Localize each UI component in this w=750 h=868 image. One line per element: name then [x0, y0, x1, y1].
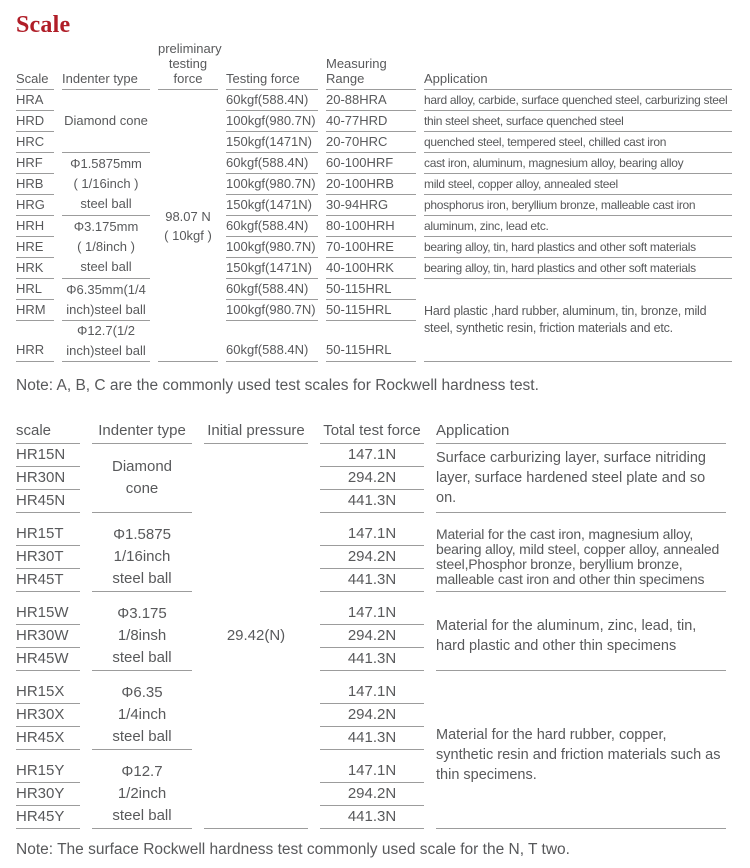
t1-testing-force-cell: 60kgf(588.4N) — [226, 321, 318, 362]
t2-gap-cell — [16, 592, 80, 602]
t1-application-cell: aluminum, zinc, lead etc. — [424, 216, 732, 237]
t1-application-cell: cast iron, aluminum, magnesium alloy, bearing alloy — [424, 153, 732, 174]
t2-total-test-force-cell: 294.2N — [320, 467, 424, 490]
t1-application-cell: thin steel sheet, surface quenched steel — [424, 111, 732, 132]
t1-header-measuring-range: Measuring Range — [326, 41, 416, 90]
t1-header-indenter-type: Indenter type — [62, 41, 150, 90]
surface-rockwell-table-body — [16, 444, 726, 829]
t1-scale-cell: HRB — [16, 174, 54, 195]
t1-header-scale: Scale — [16, 41, 54, 90]
t2-indenter-cell — [92, 760, 192, 829]
t1-row — [16, 153, 732, 174]
t2-total-test-force-cell: 147.1N — [320, 444, 424, 467]
t1-application-cell: quenched steel, tempered steel, chilled cast iron — [424, 132, 732, 153]
t2-header-scale: scale — [16, 411, 80, 444]
t2-scale-cell: HR30W — [16, 625, 80, 648]
t1-application-cell: hard alloy, carbide, surface quenched steel, carburizing steel — [424, 90, 732, 111]
t2-total-test-force-cell: 441.3N — [320, 727, 424, 750]
t1-header-preliminary-line2: testing force — [168, 56, 208, 86]
t2-scale-cell: HR45T — [16, 569, 80, 592]
t2-total-test-force-cell: 294.2N — [320, 783, 424, 806]
t2-total-test-force-cell: 294.2N — [320, 546, 424, 569]
t1-application-cell: Hard plastic ,hard rubber, aluminum, tin, bronze, mild steel, synthetic resin, friction materials and etc. — [424, 279, 732, 362]
t2-application-cell — [436, 444, 726, 513]
t1-scale-cell: HRA — [16, 90, 54, 111]
t2-indenter-line: Φ3.175 — [117, 605, 167, 622]
t1-header-application: Application — [424, 41, 732, 90]
t1-indenter-line: Φ3.175mm — [73, 219, 139, 234]
t1-measuring-range-cell: 80-100HRH — [326, 216, 416, 237]
t2-scale-cell: HR45N — [16, 490, 80, 513]
t2-total-test-force-cell: 294.2N — [320, 704, 424, 727]
t2-row — [16, 681, 726, 704]
t1-measuring-range-cell: 40-77HRD — [326, 111, 416, 132]
t1-indenter-cell — [62, 279, 150, 321]
t1-testing-force-cell: 150kgf(1471N) — [226, 195, 318, 216]
t1-measuring-range-cell: 50-115HRL — [326, 300, 416, 321]
t1-scale-cell: HRL — [16, 279, 54, 300]
t1-testing-force-cell: 60kgf(588.4N) — [226, 279, 318, 300]
t1-measuring-range-cell: 40-100HRK — [326, 258, 416, 279]
t2-header-row — [16, 411, 726, 444]
t2-indenter-line: steel ball — [112, 728, 172, 745]
page-title: Scale — [16, 12, 71, 38]
t2-indenter-cell — [92, 444, 192, 513]
t2-gap-cell — [16, 671, 80, 681]
t2-row — [16, 602, 726, 625]
t2-initial-pressure-cell: 29.42(N) — [204, 444, 308, 829]
t1-scale-cell: HRH — [16, 216, 54, 237]
t1-scale-cell: HRK — [16, 258, 54, 279]
t2-application-text: Surface carburizing layer, surface nitriding layer, surface hardened steel plate and so on. — [436, 450, 706, 506]
t1-scale-cell: HRD — [16, 111, 54, 132]
t1-indenter-line: inch)steel ball — [66, 301, 146, 317]
t2-row — [16, 444, 726, 467]
t2-gap-row — [16, 592, 726, 602]
t2-scale-cell: HR15T — [16, 523, 80, 546]
t1-indenter-cell — [62, 153, 150, 216]
rockwell-scale-table — [8, 41, 740, 362]
t1-scale-cell: HRC — [16, 132, 54, 153]
t1-preliminary-force-line: 98.07 N — [165, 208, 211, 224]
t1-indenter-line: ( 1/16inch ) — [73, 176, 139, 191]
t1-indenter-cell — [62, 321, 150, 362]
t2-indenter-line: steel ball — [112, 649, 172, 666]
t2-total-test-force-cell: 147.1N — [320, 681, 424, 704]
t1-application-cell: bearing alloy, tin, hard plastics and other soft materials — [424, 258, 732, 279]
t1-header-testing-force: Testing force — [226, 41, 318, 90]
t1-indenter-line: steel ball — [80, 259, 132, 274]
t2-gap-cell — [16, 750, 80, 760]
t2-gap-row — [16, 671, 726, 681]
t2-scale-cell: HR15X — [16, 681, 80, 704]
t1-scale-cell: HRF — [16, 153, 54, 174]
t2-total-test-force-cell: 441.3N — [320, 569, 424, 592]
t2-scale-cell: HR30N — [16, 467, 80, 490]
t2-indenter-line: Φ12.7 — [121, 763, 163, 780]
t1-header-row — [16, 41, 732, 90]
t2-total-test-force-cell: 441.3N — [320, 806, 424, 829]
t2-scale-cell: HR30T — [16, 546, 80, 569]
t1-testing-force-cell: 100kgf(980.7N) — [226, 174, 318, 195]
t1-indenter-cell — [62, 216, 150, 279]
t2-gap-cell — [16, 513, 80, 523]
t1-header-preliminary-line1: preliminary — [158, 41, 222, 56]
t1-indenter-line: ( 1/8inch ) — [77, 239, 135, 254]
t1-testing-force-cell: 100kgf(980.7N) — [226, 111, 318, 132]
t1-scale-cell: HRR — [16, 321, 54, 362]
t2-indenter-line: cone — [125, 480, 159, 497]
t1-measuring-range-cell: 20-88HRA — [326, 90, 416, 111]
t1-application-cell: bearing alloy, tin, hard plastics and other soft materials — [424, 237, 732, 258]
t2-total-test-force-cell: 441.3N — [320, 490, 424, 513]
t1-row — [16, 90, 732, 111]
t1-indenter-line: steel ball — [80, 196, 132, 211]
t1-measuring-range-cell: 20-100HRB — [326, 174, 416, 195]
t2-indenter-line: 1/16inch — [113, 548, 171, 565]
note-abc-scales: Note: A, B, C are the commonly used test scales for Rockwell hardness test. — [16, 377, 539, 394]
t2-scale-cell: HR15N — [16, 444, 80, 467]
t2-indenter-cell — [92, 602, 192, 671]
t2-scale-cell: HR30X — [16, 704, 80, 727]
t1-measuring-range-cell: 50-115HRL — [326, 279, 416, 300]
t1-row — [16, 216, 732, 237]
t2-gap-row — [16, 513, 726, 523]
t2-application-text: Material for the cast iron, magnesium alloy, bearing alloy, mild steel, copper alloy, annealed steel,Phosphor bronze, beryllium bronze, malleable cast iron and other thin specimens — [436, 526, 720, 587]
t1-measuring-range-cell: 60-100HRF — [326, 153, 416, 174]
t1-indenter-line: Φ6.35mm(1/4 — [66, 281, 146, 297]
t2-total-test-force-cell: 147.1N — [320, 523, 424, 546]
t2-scale-cell: HR45X — [16, 727, 80, 750]
t1-testing-force-cell: 60kgf(588.4N) — [226, 216, 318, 237]
t1-testing-force-cell: 100kgf(980.7N) — [226, 300, 318, 321]
t1-header-preliminary-testing-force — [158, 41, 222, 90]
surface-rockwell-table-header — [16, 411, 726, 444]
t2-total-test-force-cell: 294.2N — [320, 625, 424, 648]
t2-total-test-force-cell: 147.1N — [320, 760, 424, 783]
t2-indenter-line: 1/8insh — [117, 627, 167, 644]
t1-application-cell: phosphorus iron, beryllium bronze, malleable cast iron — [424, 195, 732, 216]
t2-indenter-cell — [92, 523, 192, 592]
t2-indenter-line: 1/4inch — [117, 706, 167, 723]
t2-scale-cell: HR30Y — [16, 783, 80, 806]
t2-header-indenter-type: Indenter type — [92, 411, 192, 444]
t2-row — [16, 523, 726, 546]
t2-indenter-line: steel ball — [112, 807, 172, 824]
t1-indenter-cell — [62, 90, 150, 153]
t2-scale-cell: HR45W — [16, 648, 80, 671]
t2-indenter-line: 1/2inch — [117, 785, 167, 802]
t1-indenter-line: Φ12.7(1/2 — [76, 323, 136, 338]
t2-total-test-force-cell: 441.3N — [320, 648, 424, 671]
t1-testing-force-cell: 150kgf(1471N) — [226, 132, 318, 153]
rockwell-scale-table-header — [16, 41, 732, 90]
t1-testing-force-cell: 150kgf(1471N) — [226, 258, 318, 279]
t1-measuring-range-cell: 20-70HRC — [326, 132, 416, 153]
t2-application-cell — [436, 523, 726, 592]
t2-header-initial-pressure: Initial pressure — [204, 411, 308, 444]
rockwell-scale-table-body — [16, 90, 732, 362]
t1-application-cell: mild steel, copper alloy, annealed steel — [424, 174, 732, 195]
t1-measuring-range-cell: 50-115HRL — [326, 321, 416, 362]
t1-measuring-range-cell: 30-94HRG — [326, 195, 416, 216]
t2-application-text: Material for the aluminum, zinc, lead, tin, hard plastic and other thin specimens — [436, 618, 697, 654]
t1-scale-cell: HRG — [16, 195, 54, 216]
t1-measuring-range-cell: 70-100HRE — [326, 237, 416, 258]
t1-indenter-line: Diamond cone — [64, 113, 148, 128]
t1-scale-cell: HRE — [16, 237, 54, 258]
t2-indenter-line: steel ball — [112, 570, 172, 587]
t1-testing-force-cell: 60kgf(588.4N) — [226, 153, 318, 174]
surface-rockwell-table — [4, 411, 738, 829]
t2-indenter-cell — [92, 681, 192, 750]
t2-scale-cell: HR45Y — [16, 806, 80, 829]
t2-header-total-test-force: Total test force — [320, 411, 424, 444]
t1-testing-force-cell: 60kgf(588.4N) — [226, 90, 318, 111]
t2-application-cell — [436, 681, 726, 829]
t1-preliminary-force-cell — [158, 90, 218, 362]
t2-application-cell — [436, 602, 726, 671]
t1-testing-force-cell: 100kgf(980.7N) — [226, 237, 318, 258]
t2-scale-cell: HR15Y — [16, 760, 80, 783]
t2-indenter-line: Diamond — [111, 458, 173, 475]
t2-scale-cell: HR15W — [16, 602, 80, 625]
t1-row — [16, 279, 732, 300]
t1-scale-cell: HRM — [16, 300, 54, 321]
t2-indenter-line: Φ1.5875 — [113, 526, 171, 543]
t2-header-application: Application — [436, 411, 726, 444]
note-surface-scales: Note: The surface Rockwell hardness test commonly used scale for the N, T two. — [16, 841, 570, 858]
t1-preliminary-force-line: ( 10kgf ) — [164, 227, 212, 243]
t1-indenter-line: Φ1.5875mm — [70, 156, 142, 171]
t1-indenter-line: inch)steel ball — [66, 343, 146, 358]
t2-application-text: Material for the hard rubber, copper, synthetic resin and friction materials such as thin specimens. — [436, 726, 721, 783]
t2-total-test-force-cell: 147.1N — [320, 602, 424, 625]
t2-indenter-line: Φ6.35 — [121, 684, 163, 701]
